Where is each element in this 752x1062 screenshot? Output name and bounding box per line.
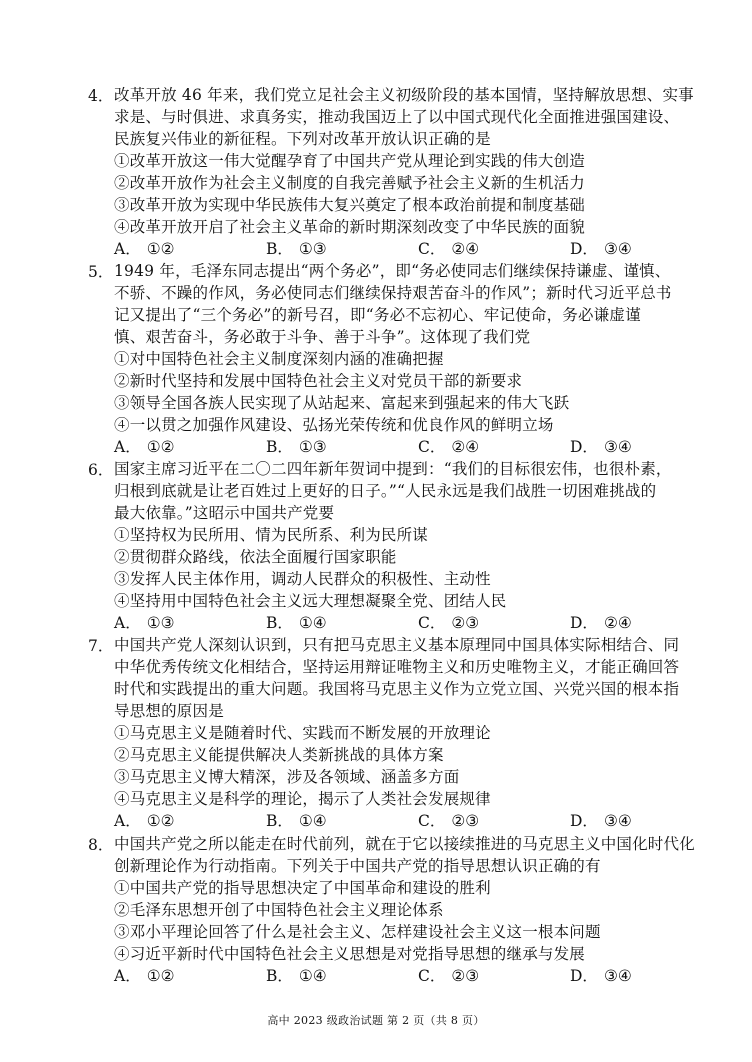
question-number: 6． xyxy=(88,461,114,479)
question-stem-line: 记又提出了“三个务必”的新号召，即“务必不忘初心、牢记使命，务必谦虚谨 xyxy=(114,306,641,324)
statement-item: ③马克思主义博大精深，涉及各领域、涵盖多方面 xyxy=(114,768,460,786)
option-b: B． ①④ xyxy=(266,967,327,985)
statement-item: ④改革开放开启了社会主义革命的新时期深刻改变了中华民族的面貌 xyxy=(114,218,586,236)
option-c: C． ②③ xyxy=(418,614,480,632)
question-stem-line: 中华优秀传统文化相结合，坚持运用辩证唯物主义和历史唯物主义，才能正确回答 xyxy=(114,658,680,676)
option-a: A． ①③ xyxy=(114,614,175,632)
question-stem-line: 求是、与时俱进、求真务实，推动我国迈上了以中国式现代化全面推进强国建设、 xyxy=(114,108,680,126)
statement-item: ①马克思主义是随着时代、实践而不断发展的开放理论 xyxy=(114,724,491,742)
option-c: C． ②④ xyxy=(418,240,480,258)
statement-item: ③改革开放为实现中华民族伟大复兴奠定了根本政治前提和制度基础 xyxy=(114,196,586,214)
question-stem-line: 民族复兴伟业的新征程。下列对改革开放认识正确的是 xyxy=(114,130,491,148)
statement-item: ②毛泽东思想开创了中国特色社会主义理论体系 xyxy=(114,901,444,919)
question-number: 5． xyxy=(88,263,114,281)
page-footer: 高中 2023 级政治试题 第 2 页（共 8 页） xyxy=(267,1014,485,1027)
question-stem-line: 导思想的原因是 xyxy=(114,702,224,720)
question-stem-line: 时代和实践提出的重大问题。我国将马克思主义作为立党立国、兴党兴国的根本指 xyxy=(114,680,680,698)
option-b: B． ①④ xyxy=(266,812,327,830)
statement-item: ③发挥人民主体作用，调动人民群众的积极性、主动性 xyxy=(114,570,491,588)
statement-item: ③邓小平理论回答了什么是社会主义、怎样建设社会主义这一根本问题 xyxy=(114,923,601,941)
option-d: D． ③④ xyxy=(570,240,632,258)
question-stem-line: 最大依靠。”这昭示中国共产党要 xyxy=(114,504,335,522)
statement-item: ④一以贯之加强作风建设、弘扬光荣传统和优良作风的鲜明立场 xyxy=(114,416,554,434)
statement-item: ①坚持权为民所用、情为民所系、利为民所谋 xyxy=(114,526,429,544)
option-b: B． ①④ xyxy=(266,614,327,632)
statement-item: ②马克思主义能提供解决人类新挑战的具体方案 xyxy=(114,746,444,764)
option-a: A． ①② xyxy=(114,967,175,985)
statement-item: ②贯彻群众路线，依法全面履行国家职能 xyxy=(114,548,397,566)
option-d: D． ③④ xyxy=(570,812,632,830)
question-number: 4． xyxy=(88,87,114,105)
question-stem-line: 慎、艰苦奋斗，务必敢于斗争、善于斗争”。这体现了我们党 xyxy=(114,328,531,346)
statement-item: ④坚持用中国特色社会主义远大理想凝聚全党、团结人民 xyxy=(114,592,507,610)
statement-item: ②改革开放作为社会主义制度的自我完善赋予社会主义新的生机活力 xyxy=(114,174,586,192)
option-c: C． ②③ xyxy=(418,967,480,985)
option-b: B． ①③ xyxy=(266,438,327,456)
statement-item: ④习近平新时代中国特色社会主义思想是对党指导思想的继承与发展 xyxy=(114,945,586,963)
statement-item: ①改革开放这一伟大觉醒孕育了中国共产党从理论到实践的伟大创造 xyxy=(114,152,586,170)
question-stem-line: 中国共产党之所以能走在时代前列，就在于它以接续推进的马克思主义中国化时代化 xyxy=(114,835,695,853)
question-stem-line: 国家主席习近平在二〇二四年新年贺词中提到：“我们的目标很宏伟，也很朴素， xyxy=(114,460,672,478)
question-stem-line: 不骄、不躁的作风，务必使同志们继续保持艰苦奋斗的作风”；新时代习近平总书 xyxy=(114,284,672,302)
question-stem-line: 改革开放 46 年来，我们党立足社会主义初级阶段的基本国情，坚持解放思想、实事 xyxy=(114,86,694,104)
option-c: C． ②③ xyxy=(418,812,480,830)
question-stem-line: 1949 年，毛泽东同志提出“两个务必”，即“务必使同志们继续保持谦虚、谨慎、 xyxy=(114,262,671,280)
option-d: D． ③④ xyxy=(570,967,632,985)
question-stem-line: 归根到底就是让老百姓过上更好的日子。”“人民永远是我们战胜一切困难挑战的 xyxy=(114,482,657,500)
statement-item: ①对中国特色社会主义制度深刻内涵的准确把握 xyxy=(114,350,444,368)
statement-item: ③领导全国各族人民实现了从站起来、富起来到强起来的伟大飞跃 xyxy=(114,394,570,412)
option-d: D． ③④ xyxy=(570,438,632,456)
question-number: 8． xyxy=(88,836,114,854)
option-a: A． ①② xyxy=(114,438,175,456)
option-a: A． ①② xyxy=(114,240,175,258)
statement-item: ④马克思主义是科学的理论，揭示了人类社会发展规律 xyxy=(114,790,491,808)
statement-item: ②新时代坚持和发展中国特色社会主义对党员干部的新要求 xyxy=(114,372,523,390)
option-c: C． ②④ xyxy=(418,438,480,456)
option-d: D． ②④ xyxy=(570,614,632,632)
statement-item: ①中国共产党的指导思想决定了中国革命和建设的胜利 xyxy=(114,879,491,897)
question-stem-line: 中国共产党人深刻认识到，只有把马克思主义基本原理同中国具体实际相结合、同 xyxy=(114,636,680,654)
question-number: 7． xyxy=(88,637,114,655)
question-stem-line: 创新理论作为行动指南。下列关于中国共产党的指导思想认识正确的有 xyxy=(114,857,601,875)
option-b: B． ①③ xyxy=(266,240,327,258)
option-a: A． ①② xyxy=(114,812,175,830)
